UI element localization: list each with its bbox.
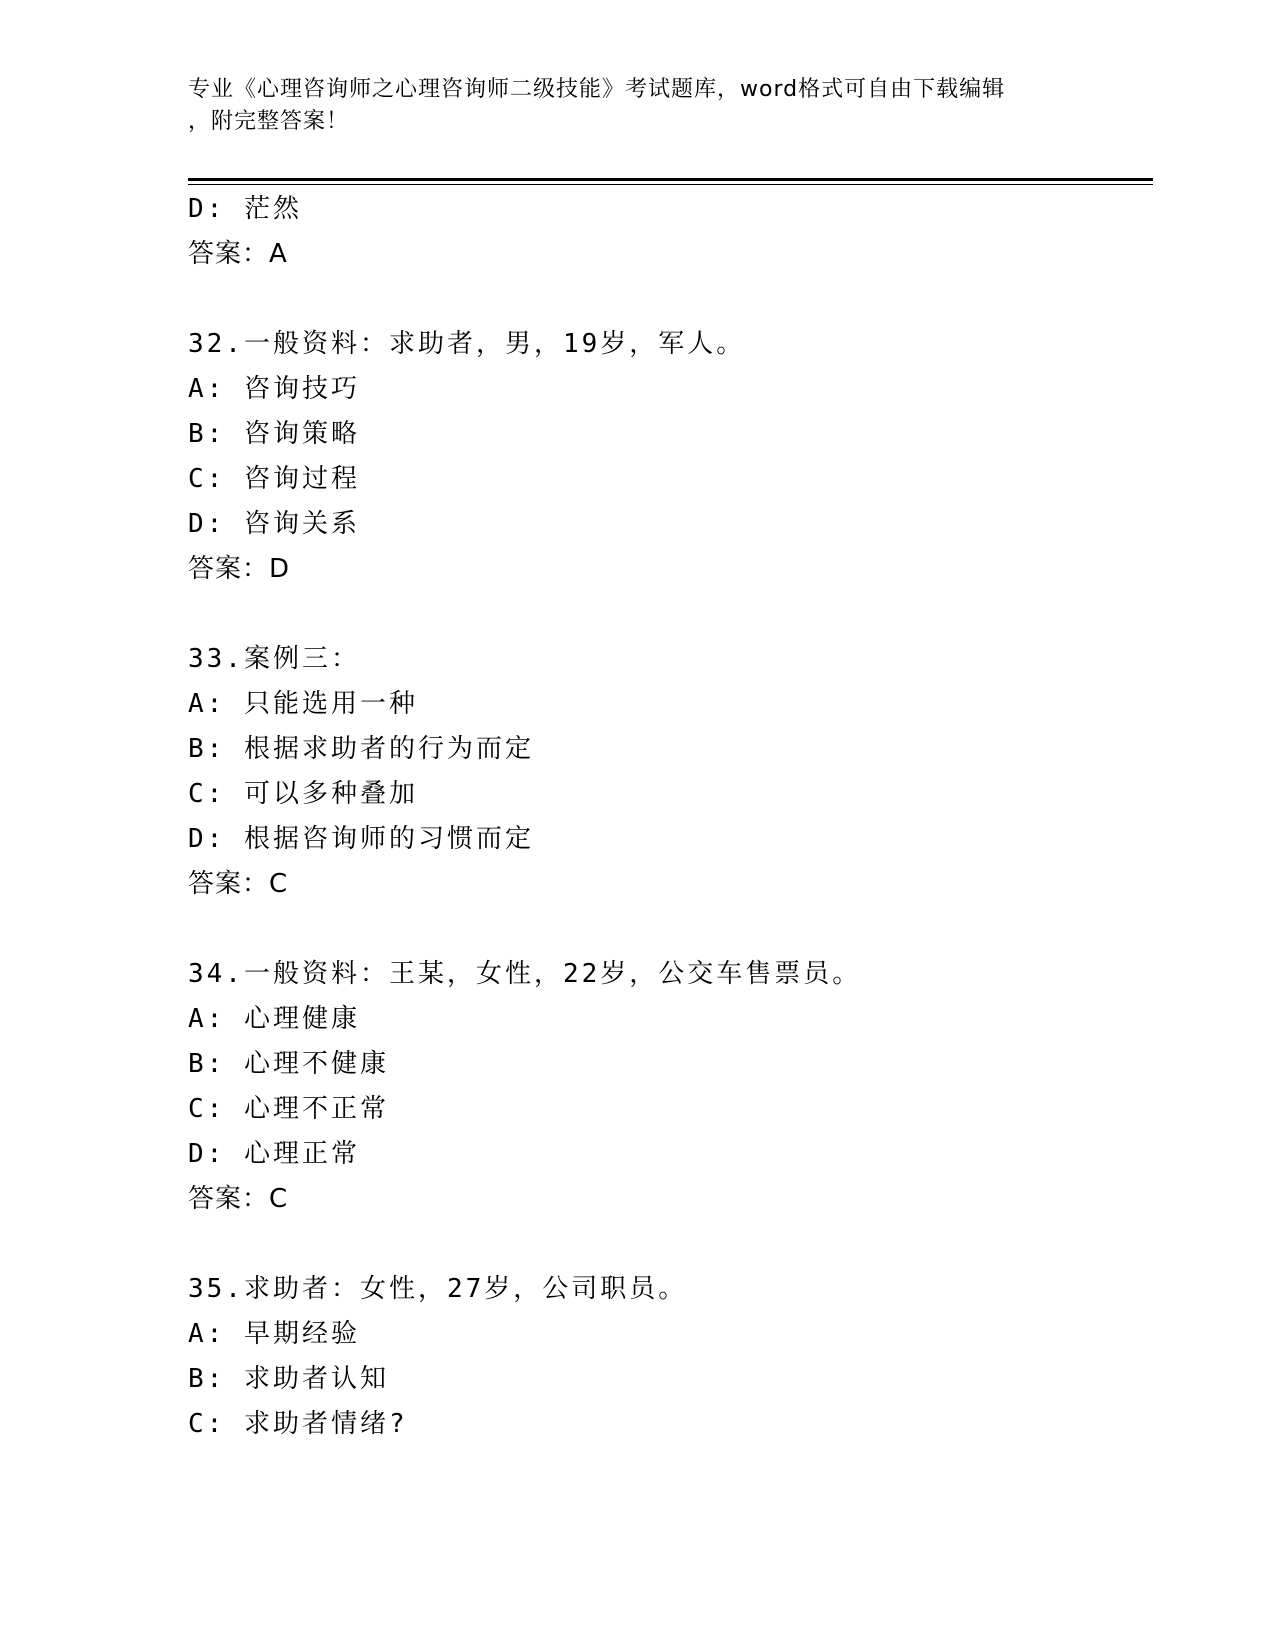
header-divider-thick <box>188 178 1153 181</box>
question-33-option-b: B: 根据求助者的行为而定 <box>188 734 534 764</box>
question-34-option-c: C: 心理不正常 <box>188 1094 389 1124</box>
header-line-2: ，附完整答案！ <box>188 109 350 134</box>
header-line-1: 专业《心理咨询师之心理咨询师二级技能》考试题库，word格式可自由下载编辑 <box>188 77 1006 102</box>
question-35-option-b: B: 求助者认知 <box>188 1364 389 1394</box>
question-33-option-d: D: 根据咨询师的习惯而定 <box>188 824 534 854</box>
question-34-option-a: A: 心理健康 <box>188 1004 360 1034</box>
question-35-option-c: C: 求助者情绪? <box>188 1409 408 1439</box>
prev-answer: 答案：A <box>188 239 288 269</box>
header-divider-thin <box>188 184 1153 185</box>
question-32-answer: 答案：D <box>188 554 291 584</box>
question-33-answer: 答案：C <box>188 869 289 899</box>
question-35-option-a: A: 早期经验 <box>188 1319 360 1349</box>
question-32-option-a: A: 咨询技巧 <box>188 374 360 404</box>
question-33-option-c: C: 可以多种叠加 <box>188 779 418 809</box>
document-header <box>188 74 1088 138</box>
question-33-stem: 33.案例三： <box>188 644 360 674</box>
question-34-stem: 34.一般资料：王某，女性，22岁，公交车售票员。 <box>188 959 862 989</box>
question-35-stem: 35.求助者：女性，27岁，公司职员。 <box>188 1274 688 1304</box>
question-33-option-a: A: 只能选用一种 <box>188 689 418 719</box>
question-34-option-d: D: 心理正常 <box>188 1139 360 1169</box>
question-34-option-b: B: 心理不健康 <box>188 1049 389 1079</box>
prev-option-d: D: 茫然 <box>188 194 302 224</box>
question-32-option-c: C: 咨询过程 <box>188 464 360 494</box>
question-32-stem: 32.一般资料：求助者，男，19岁，军人。 <box>188 329 746 359</box>
question-32-option-b: B: 咨询策略 <box>188 419 360 449</box>
question-32-option-d: D: 咨询关系 <box>188 509 360 539</box>
question-34-answer: 答案：C <box>188 1184 289 1214</box>
